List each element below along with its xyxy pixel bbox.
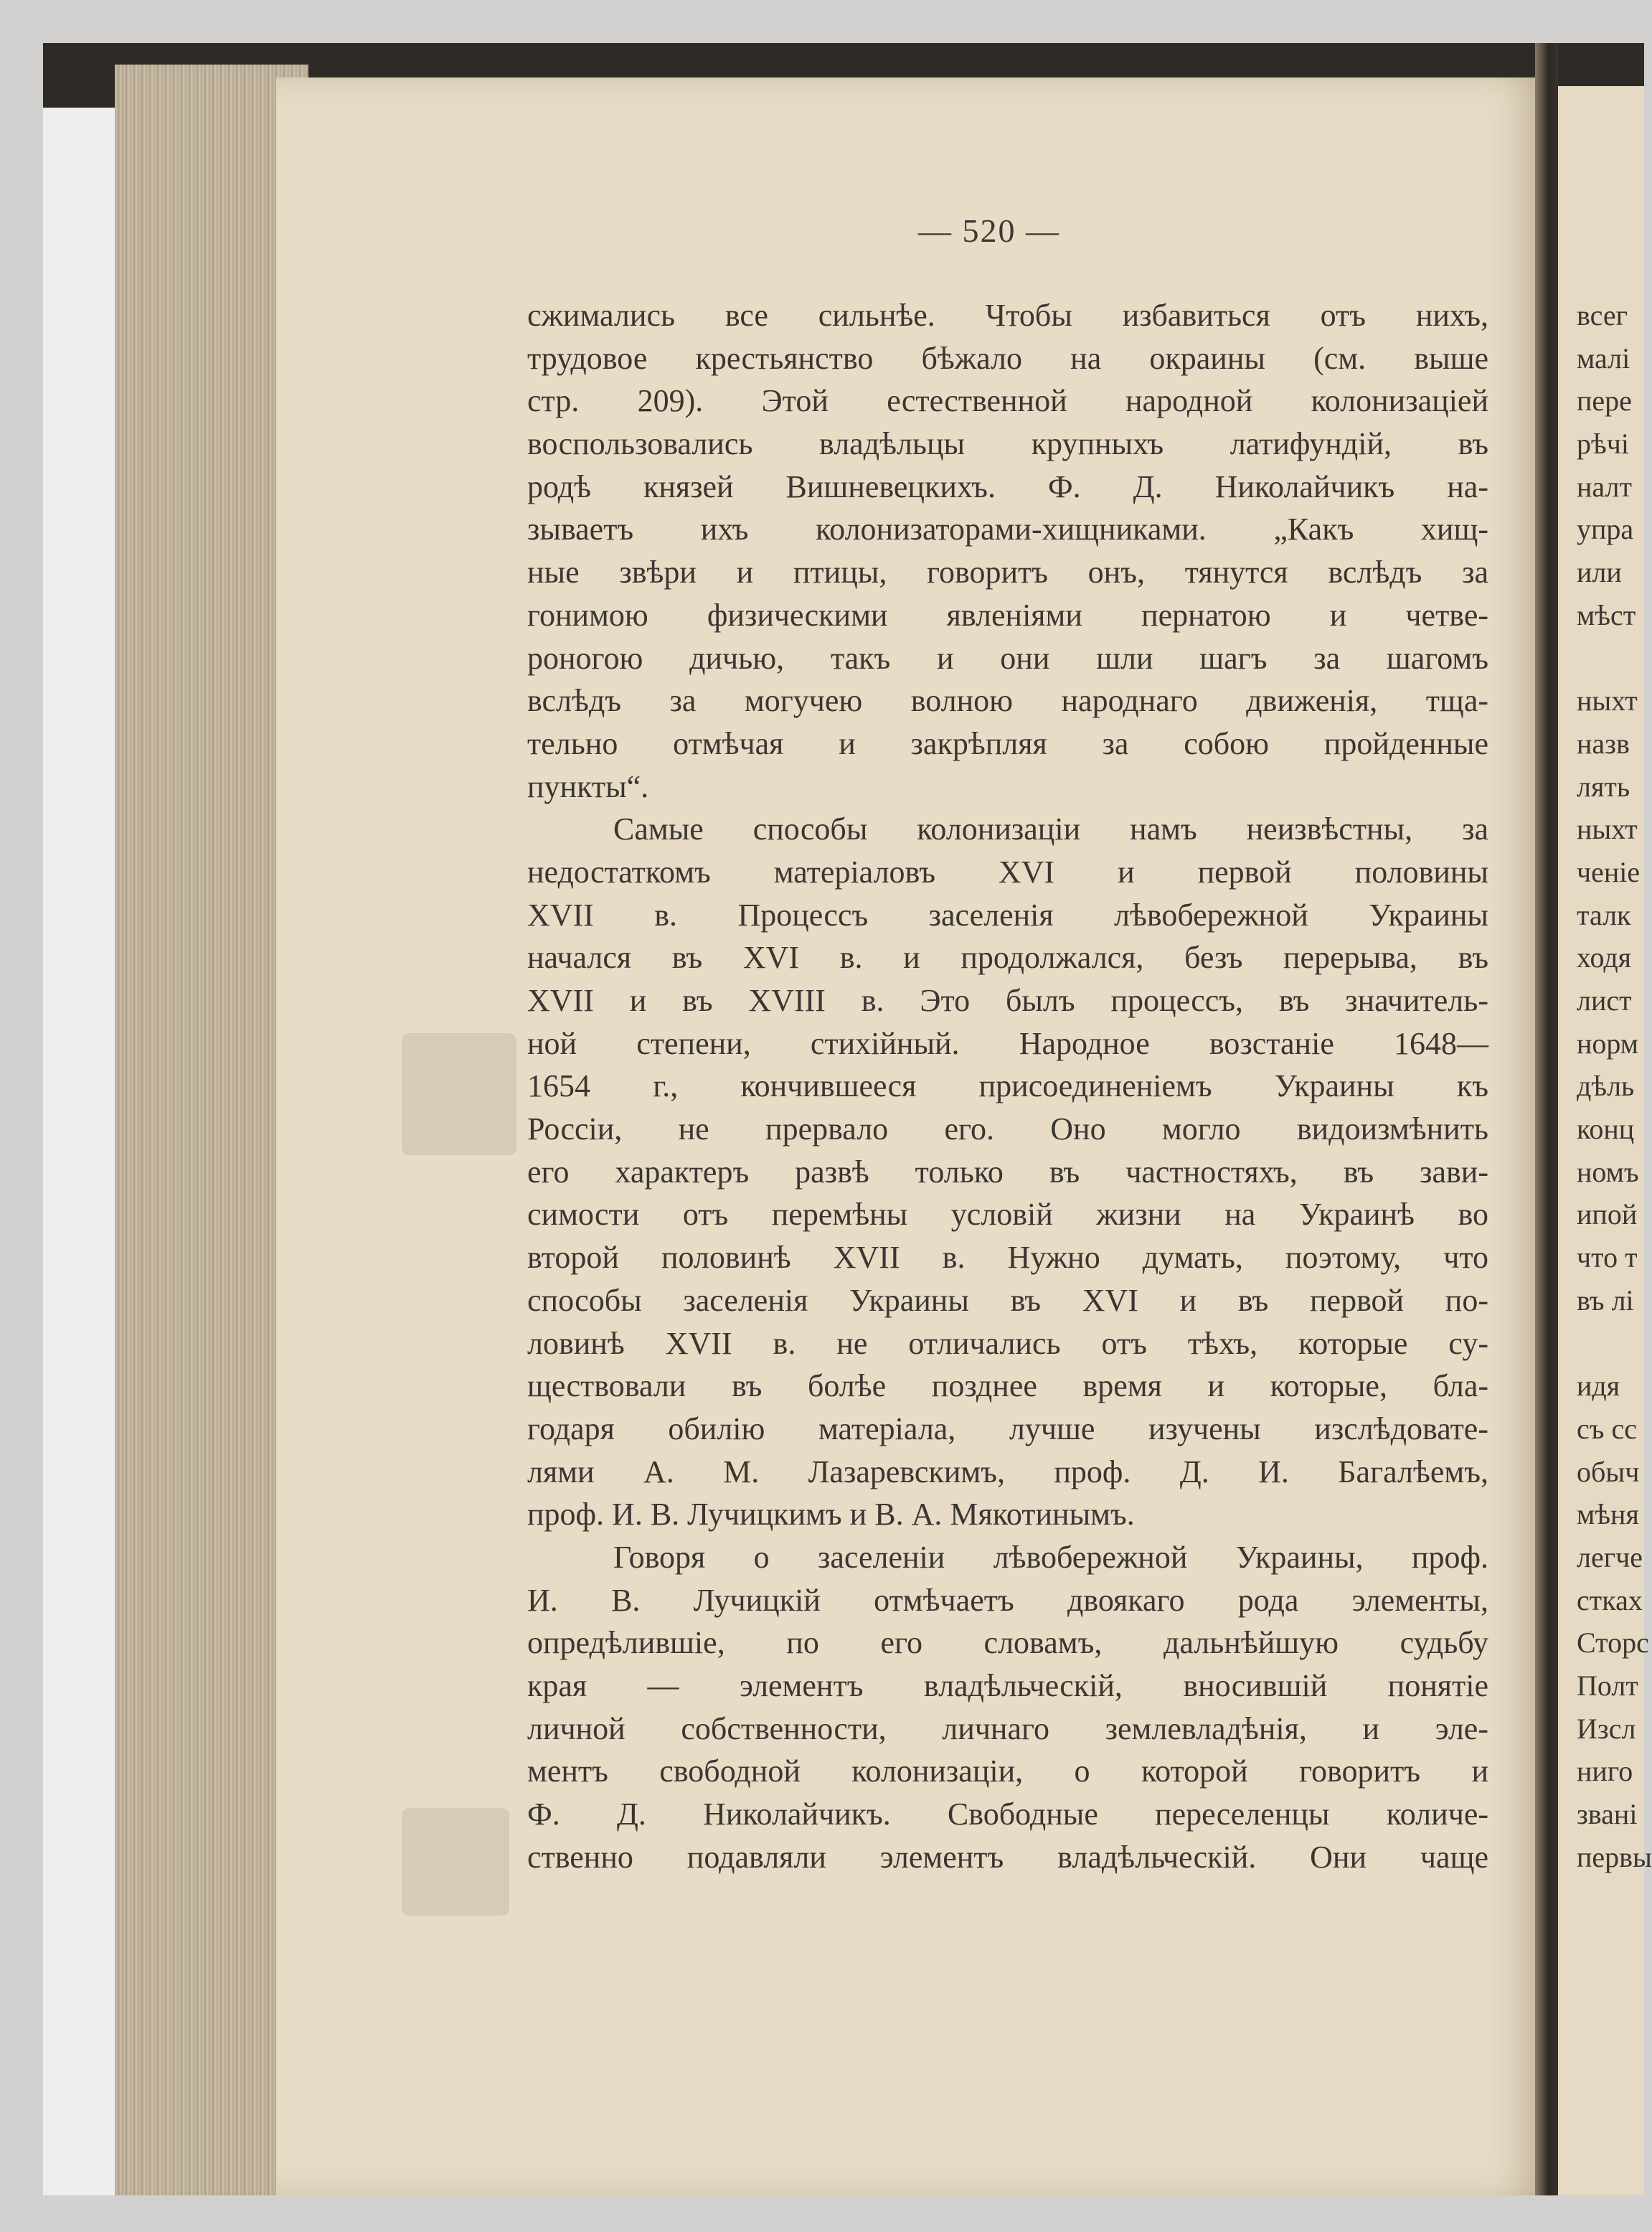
next-page-fragment: мѣня [1577,1498,1639,1531]
text-line: XVII и въ XVIII в. Это былъ процессъ, въ значитель- [527,983,1488,1018]
next-page-fragment [1577,1322,1652,1365]
text-line: его характеръ развѣ только въ частностяхъ, въ зави- [527,1154,1488,1190]
next-page-fragment: ипой [1577,1198,1638,1231]
next-page-fragment: Сторс [1577,1626,1649,1659]
next-page-fragment: звані [1577,1798,1638,1831]
next-page-fragment: рѣчі [1577,428,1629,461]
next-page-fragment: ходя [1577,941,1632,974]
text-line: симости отъ перемѣны условій жизни на Украинѣ во [527,1197,1488,1233]
text-line: трудовое крестьянство бѣжало на окраины (см. выше [527,340,1488,376]
text-line: проф. И. В. Лучицкимъ и В. А. Мякотинымъ. [527,1497,1135,1532]
next-page-fragment: обыч [1577,1455,1640,1488]
next-page-fragment: стках [1577,1583,1643,1616]
next-page-fragment: ныхт [1577,684,1638,717]
text-line: ной степени, стихійный. Народное возстаніе 1648— [527,1025,1488,1061]
next-page-text [1577,294,1652,1878]
next-page-fragment: ниго [1577,1755,1633,1788]
text-line: годаря обилію матеріала, лучше изучены изслѣдовате- [527,1411,1488,1446]
next-page-fragment: ченіе [1577,855,1641,888]
text-line: способы заселенія Украины въ XVI и въ первой по- [527,1282,1488,1318]
text-line: Ф. Д. Николайчикъ. Свободные переселенцы количе- [527,1797,1488,1832]
text-line: вслѣдъ за могучею волною народнаго движенія, тща- [527,683,1488,719]
text-line: И. В. Лучицкій отмѣчаетъ двоякаго рода элементы, [527,1582,1488,1618]
next-page-fragment: идя [1577,1370,1620,1403]
next-page-fragment: ныхт [1577,813,1638,846]
text-line: личной собственности, личнаго землевладѣнія, и эле- [527,1710,1488,1746]
next-page-fragment: всег [1577,299,1628,331]
next-page-fragment: Изсл [1577,1712,1636,1745]
text-line: стр. 209). Этой естественной народной колонизаціей [527,383,1488,419]
next-page-fragment: мѣст [1577,598,1636,631]
next-page-fragment: назв [1577,727,1630,760]
text-line: тельно отмѣчая и закрѣпляя за собою пройденные [527,725,1488,761]
text-line: начался въ XVI в. и продолжался, безъ перерыва, въ [527,940,1488,976]
next-page-fragment: конц [1577,1113,1635,1146]
text-line: 1654 г., кончившееся присоединеніемъ Украины къ [527,1068,1488,1104]
next-page-fragment: легче [1577,1540,1643,1573]
text-line: роногою дичью, такъ и они шли шагъ за шагомъ [527,640,1488,676]
next-page-fragment: или [1577,556,1622,589]
text-line: опредѣлившіе, по его словамъ, дальнѣйшую судьбу [527,1625,1488,1661]
text-line: ловинѣ XVII в. не отличались отъ тѣхъ, которые су- [527,1325,1488,1361]
next-page-fragment: Полт [1577,1670,1638,1702]
margin-note-smudge [402,1033,516,1155]
next-page-fragment: лист [1577,984,1632,1017]
text-line: Россіи, не прервало его. Оно могло видоизмѣнить [527,1111,1488,1147]
text-line: ные звѣри и птицы, говоритъ онъ, тянутся вслѣдъ за [527,555,1488,590]
text-line: недостаткомъ матеріаловъ XVI и первой половины [527,854,1488,890]
next-page-fragment: что т [1577,1241,1638,1274]
text-line: Самые способы колонизаціи намъ неизвѣстны, за [613,811,1488,847]
next-page-fragment: талк [1577,898,1631,931]
next-page-fragment: норм [1577,1027,1639,1060]
next-page-fragment: лять [1577,770,1630,803]
next-page-fragment: номъ [1577,1155,1639,1188]
next-page-fragment: малі [1577,342,1630,375]
text-line: сжимались все сильнѣе. Чтобы избавиться отъ нихъ, [527,298,1488,333]
next-page-fragment: пере [1577,385,1632,418]
text-line: ственно подавляли элементъ владѣльческій. Они чаще [527,1839,1488,1875]
text-line: лями А. М. Лазаревскимъ, проф. Д. И. Багалѣемъ, [527,1454,1488,1489]
next-page-fragment: дѣль [1577,1070,1635,1103]
book-gutter [1535,43,1558,2195]
text-line: зываетъ ихъ колонизаторами-хищниками. „Какъ хищ- [527,512,1488,547]
left-margin-strip [43,108,115,2195]
margin-note-smudge [402,1808,509,1916]
text-line: гонимою физическими явленіями пернатою и четве- [527,597,1488,633]
text-line: второй половинѣ XVII в. Нужно думать, поэтому, что [527,1240,1488,1276]
text-line: ществовали въ болѣе позднее время и которые, бла- [527,1368,1488,1404]
text-line: края — элементъ владѣльческій, вносившій понятіе [527,1668,1488,1703]
page-number: — 520 — [918,212,1060,249]
text-line: Говоря о заселеніи лѣвобережной Украины, проф. [613,1539,1488,1575]
next-page-fragment [1577,637,1652,680]
text-line: XVII в. Процессъ заселенія лѣвобережной Украины [527,897,1488,933]
text-line: ментъ свободной колонизаціи, о которой говоритъ и [527,1753,1488,1789]
next-page-fragment: первы [1577,1840,1652,1873]
text-line: воспользовались владѣльцы крупныхъ латифундій, въ [527,426,1488,462]
next-page-fragment: упра [1577,513,1634,546]
next-page-fragment: налт [1577,470,1632,503]
next-page-fragment: въ лі [1577,1284,1634,1317]
next-page-fragment: съ сс [1577,1412,1637,1445]
page-body-text [527,294,1488,1878]
text-line: родѣ князей Вишневецкихъ. Ф. Д. Николайчикъ на- [527,468,1488,504]
text-line: пункты“. [527,768,649,804]
